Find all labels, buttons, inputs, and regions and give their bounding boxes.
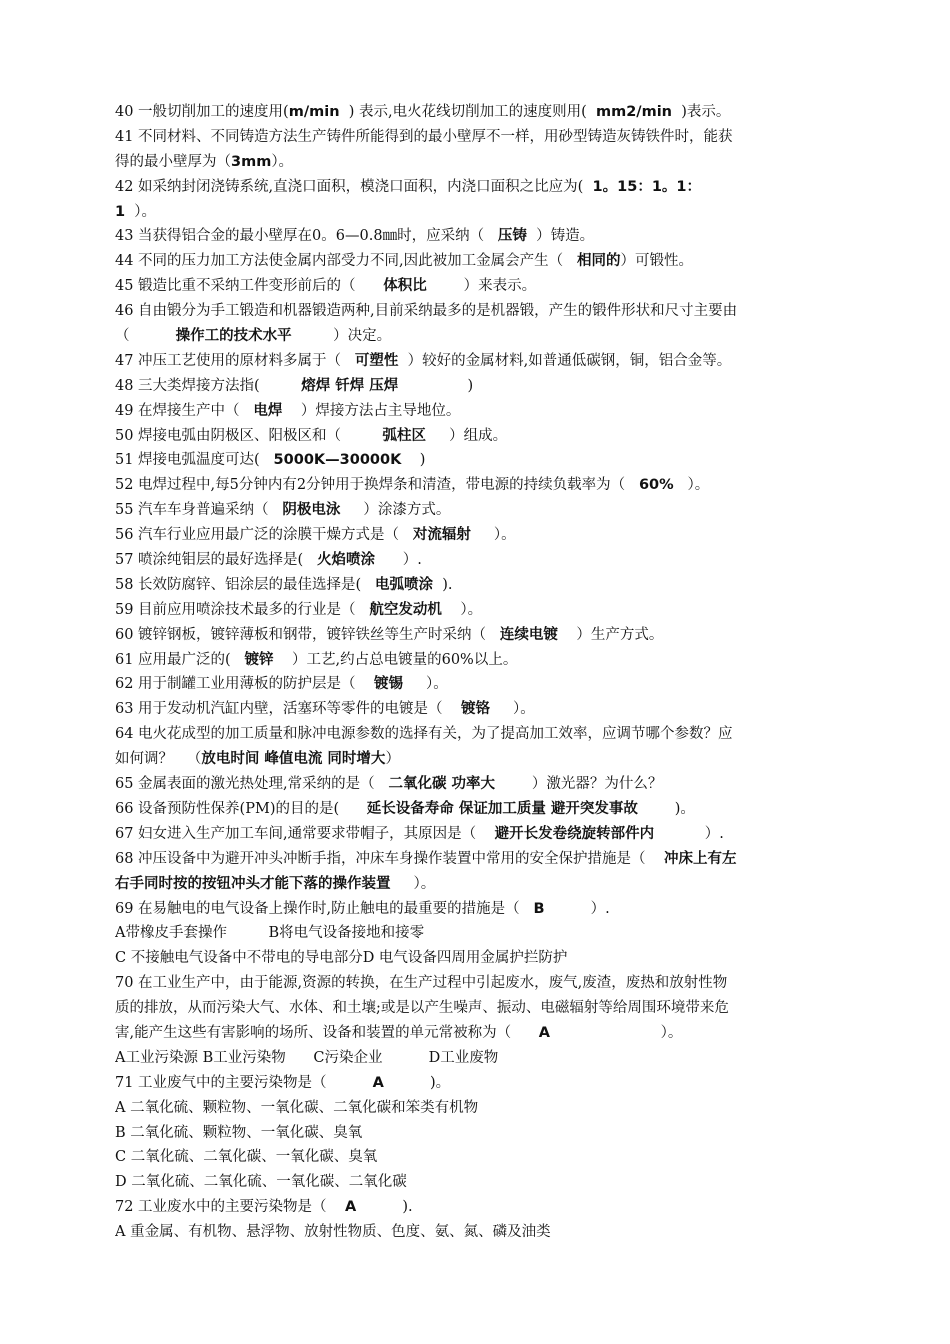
answer-text: 镀铬 xyxy=(461,701,490,718)
question-text: ）。 xyxy=(390,875,436,892)
question-text: ) xyxy=(398,377,474,394)
text-line xyxy=(115,125,835,150)
text-line xyxy=(115,921,835,946)
question-text: 69 在易触电的电气设备上操作时,防止触电的最重要的措施是（ xyxy=(115,900,534,917)
question-text: ）。 xyxy=(403,676,448,693)
question-text: 58 长效防腐锌、铝涂层的最佳选择是( xyxy=(115,576,376,593)
question-text: 40 一般切削加工的速度用( xyxy=(115,104,289,120)
answer-text: 阴极电泳 xyxy=(282,502,341,519)
question-text: 71 工业废气中的主要污染物是（ xyxy=(115,1074,373,1091)
text-line xyxy=(115,100,835,125)
question-text: ）。 xyxy=(550,1024,683,1041)
answer-text: A xyxy=(372,1074,384,1091)
question-text: 49 在焊接生产中（ xyxy=(115,402,254,419)
text-line xyxy=(115,797,835,822)
answer-text: 右手同时按的按钮冲头才能下落的操作装置 xyxy=(115,875,391,892)
question-text: ). xyxy=(356,1199,413,1216)
question-text: 68 冲压设备中为避开冲头冲断手指，冲床车身操作装置中常用的安全保护措施是（ xyxy=(115,850,664,867)
text-line xyxy=(115,175,835,200)
question-text: 70 在工业生产中，由于能源,资源的转换，在生产过程中引起废水，废气,废渣，废热和放射性物 xyxy=(115,975,728,992)
answer-text: 避开长发卷绕旋转部件内 xyxy=(494,825,655,842)
question-text: ）组成。 xyxy=(426,427,508,444)
text-line xyxy=(115,697,835,722)
text-line xyxy=(115,946,835,971)
question-text: ）。 xyxy=(490,701,535,718)
question-text: 44 不同的压力加工方法使金属内部受力不同,因此被加工金属会产生（ xyxy=(115,253,577,270)
text-line xyxy=(115,1121,835,1146)
document-body xyxy=(115,100,835,1245)
text-line xyxy=(115,872,835,897)
answer-text: 可塑性 xyxy=(354,352,399,369)
question-text: 52 电焊过程中,每5分钟内有2分钟用于换焊条和清渣，带电源的持续负载率为（ xyxy=(115,477,639,494)
question-text: ）来表示。 xyxy=(426,278,537,295)
question-text: 51 焊接电弧温度可达( xyxy=(115,452,274,469)
question-text: 57 喷涂纯钼层的最好选择是( xyxy=(115,552,318,569)
answer-text: m/min xyxy=(288,104,340,120)
answer-text: 3mm xyxy=(231,153,272,170)
text-line xyxy=(115,598,835,623)
text-line xyxy=(115,722,835,747)
answer-text: mm2/min xyxy=(596,104,673,120)
question-text: 61 应用最广泛的( xyxy=(115,651,245,668)
answer-text: 5000K—30000K xyxy=(273,452,402,469)
question-text: A工业污染源 B工业污染物 C污染企业 D工业废物 xyxy=(115,1049,499,1066)
text-line xyxy=(115,424,835,449)
question-text: )。 xyxy=(383,1074,451,1091)
text-line xyxy=(115,1021,835,1046)
answer-text: 延长设备寿命 保证加工质量 避开突发事故 xyxy=(366,800,638,817)
question-text: ) xyxy=(401,452,426,469)
text-line xyxy=(115,498,835,523)
text-line xyxy=(115,274,835,299)
answer-text: 体积比 xyxy=(383,278,427,295)
text-line xyxy=(115,648,835,673)
text-line xyxy=(115,747,835,772)
question-text: A 二氧化硫、颗粒物、一氧化碳、二氧化碳和笨类有机物 xyxy=(115,1099,479,1116)
question-text: （ xyxy=(115,328,176,345)
question-text: 67 妇女进入生产加工车间,通常要求带帽子，其原因是（ xyxy=(115,825,495,842)
text-line xyxy=(115,573,835,598)
answer-text: 航空发动机 xyxy=(369,601,442,618)
question-text: ）铸造。 xyxy=(526,228,595,245)
question-text: D 二氧化硫、二氧化硫、一氧化碳、二氧化碳 xyxy=(115,1174,407,1191)
text-line xyxy=(115,1071,835,1096)
question-text: )。 xyxy=(637,800,695,817)
question-text: 如何调？ （ xyxy=(115,751,202,768)
answer-text: 1 xyxy=(115,203,126,220)
text-line xyxy=(115,847,835,872)
text-line xyxy=(115,1046,835,1071)
text-line xyxy=(115,548,835,573)
text-line xyxy=(115,623,835,648)
question-text: ）. xyxy=(654,825,724,842)
answer-text: 镀锌 xyxy=(244,651,274,668)
text-line xyxy=(115,1096,835,1121)
question-text: 48 三大类焊接方法指( xyxy=(115,377,302,394)
question-text: C 不接触电气设备中不带电的导电部分D 电气设备四周用金属护拦防护 xyxy=(115,950,568,967)
answer-text: 压铸 xyxy=(497,228,527,245)
text-line xyxy=(115,349,835,374)
question-text: ）可锻性。 xyxy=(620,253,693,270)
text-line xyxy=(115,299,835,324)
question-text: 47 冲压工艺使用的原材料多属于（ xyxy=(115,352,355,369)
text-line xyxy=(115,1145,835,1170)
text-line xyxy=(115,772,835,797)
answer-text: 60% xyxy=(638,477,674,494)
answer-text: B xyxy=(533,900,545,917)
answer-text: 电弧喷涂 xyxy=(375,576,434,593)
text-line xyxy=(115,200,835,225)
question-text: 43 当获得铝合金的最小壁厚在0。6—0.8㎜时，应采纳（ xyxy=(115,228,498,245)
question-text: ） xyxy=(385,751,400,768)
question-text: ）焊接方法占主导地位。 xyxy=(282,402,461,419)
question-text: 65 金属表面的激光热处理,常采纳的是（ xyxy=(115,776,389,793)
answer-text: 电焊 xyxy=(253,402,283,419)
answer-text: 连续电镀 xyxy=(499,626,558,643)
question-text: 66 设备预防性保养(PM)的目的是( xyxy=(115,800,367,817)
text-line xyxy=(115,897,835,922)
question-text: B 二氧化硫、颗粒物、一氧化碳、臭氧 xyxy=(115,1124,363,1141)
question-text: ）决定。 xyxy=(291,328,392,345)
question-text: ）. xyxy=(544,900,610,917)
text-line xyxy=(115,971,835,996)
question-text: ）。 xyxy=(673,477,710,494)
question-text: A带橡皮手套操作 B将电气设备接地和接零 xyxy=(115,925,425,942)
text-line xyxy=(115,672,835,697)
question-text: A 重金属、有机物、悬浮物、放射性物质、色度、氨、氮、磷及油类 xyxy=(115,1224,551,1241)
text-line xyxy=(115,523,835,548)
question-text: ）。 xyxy=(441,601,483,618)
answer-text: 放电时间 峰值电流 同时增大 xyxy=(201,751,386,768)
question-text: 62 用于制罐工业用薄板的防护层是（ xyxy=(115,676,374,693)
question-text: ）。 xyxy=(271,153,294,170)
text-line xyxy=(115,822,835,847)
answer-text: 火焰喷涂 xyxy=(317,552,376,569)
text-line xyxy=(115,1220,835,1245)
text-line xyxy=(115,1170,835,1195)
answer-text: 相同的 xyxy=(577,253,621,270)
question-text: 50 焊接电弧由阴极区、阳极区和（ xyxy=(115,427,383,444)
text-line xyxy=(115,399,835,424)
question-text: ）。 xyxy=(470,527,516,544)
text-line xyxy=(115,1195,835,1220)
text-line xyxy=(115,448,835,473)
question-text: )表示。 xyxy=(672,104,731,120)
question-text: 质的排放，从而污染大气、水体、和土壤;或是以产生噪声、振动、电磁辐射等给周围环境带来危 xyxy=(115,1000,729,1017)
answer-text: 1。15：1。1： xyxy=(592,178,701,195)
question-text: 72 工业废水中的主要污染物是（ xyxy=(115,1199,345,1216)
text-line xyxy=(115,150,835,175)
answer-text: 操作工的技术水平 xyxy=(175,328,292,345)
question-text: ). xyxy=(433,576,453,593)
question-text: 45 锻造比重不采纳工件变形前后的（ xyxy=(115,278,384,295)
text-line xyxy=(115,374,835,399)
question-text: ）涂漆方式。 xyxy=(340,502,451,519)
question-text: 41 不同材料、不同铸造方法生产铸件所能得到的最小壁厚不一样，用砂型铸造灰铸铁件时，能获 xyxy=(115,128,733,145)
question-text: ) 表示,电火花线切削加工的速度则用( xyxy=(339,104,596,120)
question-text: 59 目前应用喷涂技术最多的行业是（ xyxy=(115,601,370,618)
answer-text: 二氧化碳 功率大 xyxy=(388,776,496,793)
question-text: 得的最小壁厚为（ xyxy=(115,153,231,170)
answer-text: A xyxy=(345,1199,357,1216)
question-text: ）工艺,约占总电镀量的60%以上。 xyxy=(273,651,518,668)
text-line xyxy=(115,473,835,498)
question-text: ）较好的金属材料,如普通低碳钢，铜，铝合金等。 xyxy=(398,352,732,369)
question-text: ）. xyxy=(375,552,422,569)
question-text: 63 用于发动机汽缸内壁，活塞环等零件的电镀是（ xyxy=(115,701,461,718)
question-text: 42 如采纳封闭浇铸系统,直浇口面积，模浇口面积，内浇口面积之比应为( xyxy=(115,178,593,195)
text-line xyxy=(115,324,835,349)
answer-text: A xyxy=(538,1024,550,1041)
question-text: ）。 xyxy=(125,203,157,220)
text-line xyxy=(115,249,835,274)
question-text: 60 镀锌钢板，镀锌薄板和钢带，镀锌铁丝等生产时采纳（ xyxy=(115,626,500,643)
question-text: 55 汽车车身普遍采纳（ xyxy=(115,502,283,519)
text-line xyxy=(115,996,835,1021)
question-text: C 二氧化硫、二氧化碳、一氧化碳、臭氧 xyxy=(115,1149,378,1166)
answer-text: 镀锡 xyxy=(374,676,403,693)
question-text: 56 汽车行业应用最广泛的涂膜干燥方式是（ xyxy=(115,527,413,544)
question-text: ）激光器？为什么？ xyxy=(495,776,663,793)
answer-text: 对流辐射 xyxy=(412,527,471,544)
answer-text: 冲床上有左 xyxy=(664,850,737,867)
question-text: ）生产方式。 xyxy=(557,626,664,643)
answer-text: 熔焊 钎焊 压焊 xyxy=(301,377,399,394)
question-text: 64 电火花成型的加工质量和脉冲电源参数的选择有关，为了提高加工效率，应调节哪个参数？应 xyxy=(115,726,733,743)
question-text: 46 自由锻分为手工锻造和机器锻造两种,目前采纳最多的是机器锻，产生的锻件形状和尺寸主要由 xyxy=(115,303,738,320)
question-text: 害,能产生这些有害影响的场所、设备和装置的单元常被称为（ xyxy=(115,1024,539,1041)
text-line xyxy=(115,224,835,249)
answer-text: 弧柱区 xyxy=(382,427,427,444)
